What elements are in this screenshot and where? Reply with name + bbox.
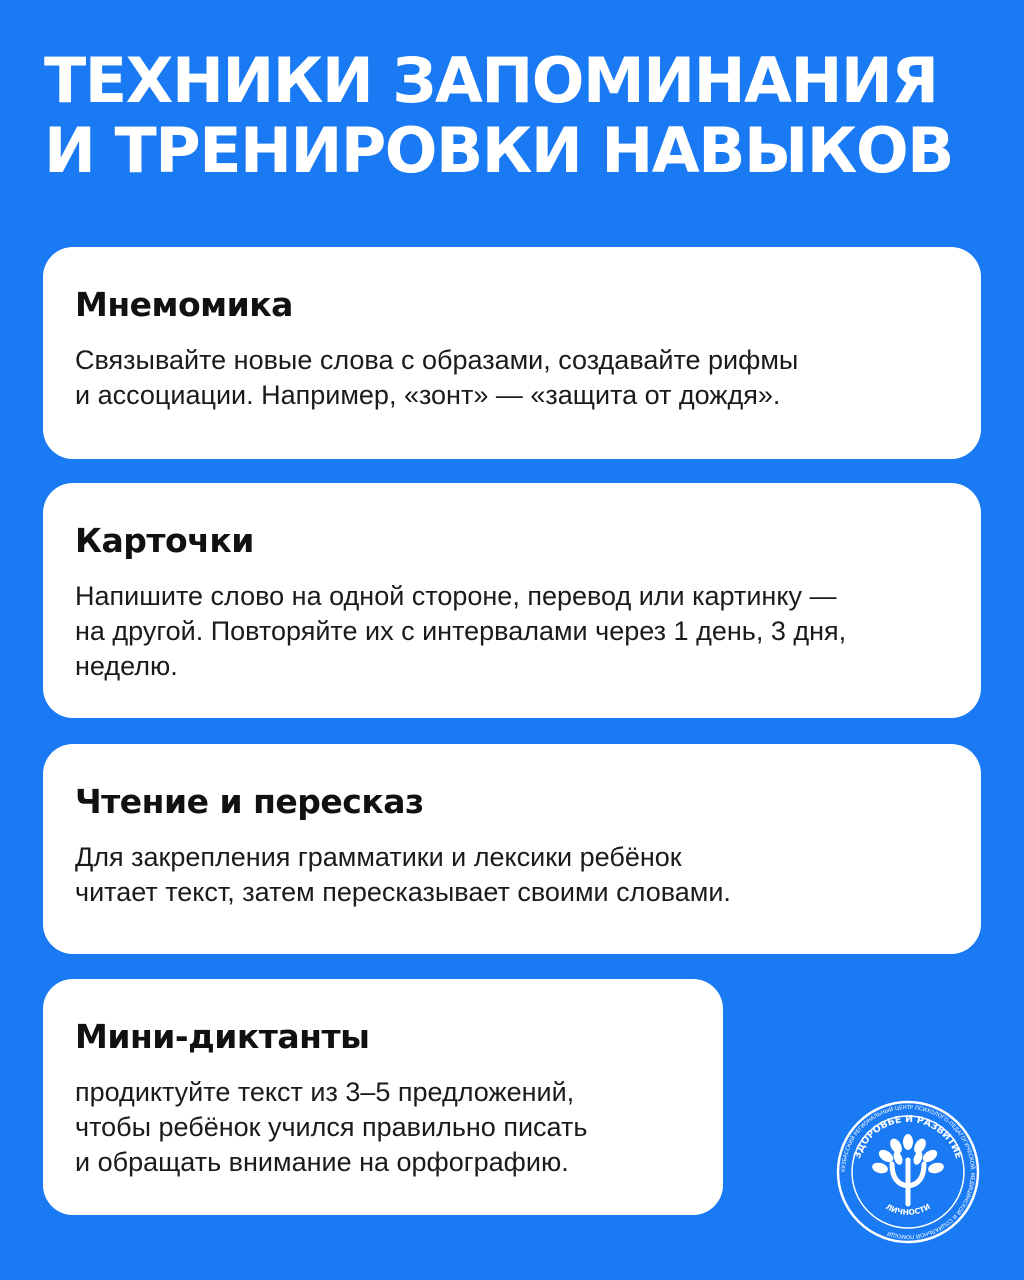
card-description-line: Напишите слово на одной стороне, перевод или картинку — [75,581,837,611]
card-description-line: Связывайте новые слова с образами, создавайте рифмы [75,345,799,375]
card-description [75,579,949,684]
technique-card-reading-retelling [43,744,981,954]
card-title: Чтение и пересказ [75,782,424,821]
card-title: Карточки [75,521,254,560]
card-description-line: Для закрепления грамматики и лексики ребёнок [75,842,682,872]
card-title: Мини-диктанты [75,1017,370,1056]
tree-psi-logo-icon [836,1100,980,1244]
page-title [44,46,994,186]
card-title: Мнемомика [75,285,293,324]
technique-card-mini-dictations [43,979,723,1215]
logo-bottom-text: ЛИЧНОСТИ [884,1201,932,1217]
card-description-line: читает текст, затем пересказывает своими словами. [75,877,731,907]
card-description [75,1075,691,1180]
card-description-line: продиктуйте текст из 3–5 предложений, [75,1077,575,1107]
logo-outer-text: КУЗБАССКИЙ РЕГИОНАЛЬНЫЙ ЦЕНТР ПСИХОЛОГО-ПЕДАГОГИЧЕСКОЙ, МЕДИЦИНСКОЙ И СОЦИАЛЬНОЙ ПОМОЩИ [840,1104,976,1240]
organization-logo [836,1100,980,1244]
card-description-line: и ассоциации. Например, «зонт» — «защита от дождя». [75,380,781,410]
technique-card-flashcards [43,483,981,718]
card-description-line: и обращать внимание на орфографию. [75,1147,569,1177]
logo-ring-text: ЗДОРОВЬЕ И РАЗВИТИЕ [851,1113,965,1161]
page-title-line-2: И ТРЕНИРОВКИ НАВЫКОВ [44,114,953,187]
technique-card-mnemonics [43,247,981,459]
card-description-line: неделю. [75,651,178,681]
card-description [75,343,949,413]
card-description [75,840,949,910]
page-title-line-1: ТЕХНИКИ ЗАПОМИНАНИЯ [44,44,938,117]
card-description-line: чтобы ребёнок учился правильно писать [75,1112,588,1142]
card-description-line: на другой. Повторяйте их с интервалами через 1 день, 3 дня, [75,616,847,646]
